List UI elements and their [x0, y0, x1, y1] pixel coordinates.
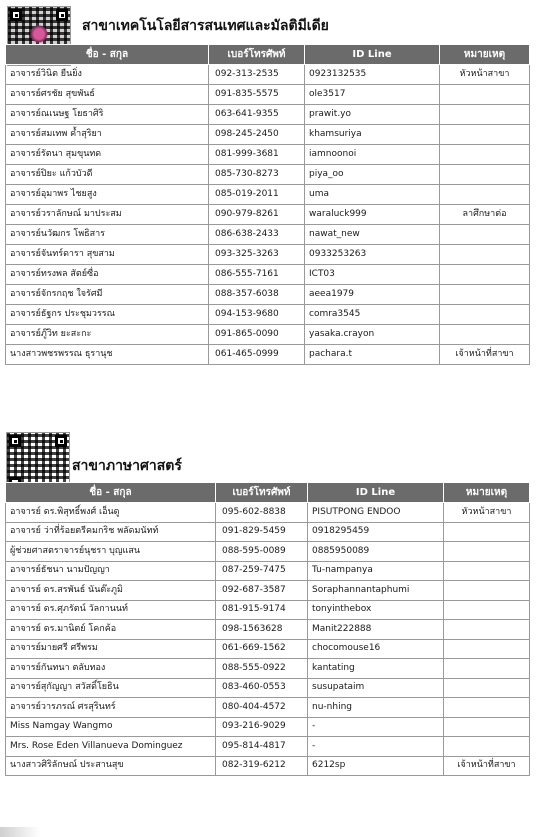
contact-note — [444, 620, 530, 640]
contact-name: อาจารย์วราลักษณ์ มาประสม — [6, 205, 209, 225]
contact-line-id: ole3517 — [305, 85, 440, 105]
contact-note — [440, 225, 530, 245]
contact-note — [440, 125, 530, 145]
contact-note — [440, 145, 530, 165]
contact-phone: 098-1563628 — [216, 620, 308, 640]
table-row — [6, 85, 530, 105]
table-row — [6, 145, 530, 165]
contact-name: อาจารย์นวัฒกร โพธิสาร — [6, 225, 209, 245]
contact-note — [440, 325, 530, 345]
table-row — [6, 620, 530, 640]
contact-name: ผู้ช่วยศาสตราจารย์นุชรา บุญแสน — [6, 542, 216, 562]
table-row — [6, 717, 530, 737]
contact-line-id: waraluck999 — [305, 205, 440, 225]
contact-phone: 090-979-8261 — [209, 205, 305, 225]
contact-name: อาจารย์ธัชนา นามปัญญา — [6, 561, 216, 581]
contact-note — [444, 717, 530, 737]
contact-line-id: iamnoonoi — [305, 145, 440, 165]
contact-line-id: khamsuriya — [305, 125, 440, 145]
contact-name: อาจารย์วินิต ยืนยิ่ง — [6, 65, 209, 85]
contact-phone: 080-404-4572 — [216, 698, 308, 718]
contact-line-id: ICT03 — [305, 265, 440, 285]
contact-name: อาจารย์ ดร.พิสุทธิ์พงศ์ เอ็นดู — [6, 503, 216, 523]
table-row — [6, 659, 530, 679]
table-row — [6, 245, 530, 265]
contact-line-id: Tu-nampanya — [308, 561, 444, 581]
contact-phone: 061-669-1562 — [216, 639, 308, 659]
contact-phone: 095-814-4817 — [216, 737, 308, 757]
header-note: หมายเหตุ — [440, 45, 530, 65]
contact-phone: 086-638-2433 — [209, 225, 305, 245]
table-row — [6, 185, 530, 205]
contact-note — [440, 285, 530, 305]
contact-name: อาจารย์กันทนา ตลับทอง — [6, 659, 216, 679]
contact-phone: 088-595-0089 — [216, 542, 308, 562]
contact-name: อาจารย์ทรงพล สัตย์ซื่อ — [6, 265, 209, 285]
table-row — [6, 600, 530, 620]
contact-phone: 088-357-6038 — [209, 285, 305, 305]
contact-note — [444, 522, 530, 542]
contact-name: อาจารย์ธัฐกร ประชุมวรรณ — [6, 305, 209, 325]
contact-line-id: Soraphannantaphumi — [308, 581, 444, 601]
table-row — [6, 737, 530, 757]
table-row — [6, 522, 530, 542]
contact-name: อาจารย์สุกัญญา สวัสดิ์โยธิน — [6, 678, 216, 698]
contact-name: อาจารย์ ดร.มานิตย์ โคกค้อ — [6, 620, 216, 640]
contact-note: เจ้าหน้าที่สาขา — [444, 756, 530, 776]
contact-phone: 081-915-9174 — [216, 600, 308, 620]
table-row — [6, 125, 530, 145]
table-row — [6, 678, 530, 698]
contact-phone: 088-555-0922 — [216, 659, 308, 679]
contact-line-id: 6212sp — [308, 756, 444, 776]
contact-note: หัวหน้าสาขา — [444, 503, 530, 523]
contact-note — [440, 165, 530, 185]
contact-phone: 091-835-5575 — [209, 85, 305, 105]
contact-phone: 081-999-3681 — [209, 145, 305, 165]
contact-phone: 085-730-8273 — [209, 165, 305, 185]
contact-line-id: prawit.yo — [305, 105, 440, 125]
contact-name: นางสาวพชรพรรณ ธุรานุช — [6, 345, 209, 365]
header-note: หมายเหตุ — [444, 483, 530, 503]
table-row — [6, 756, 530, 776]
table-row — [6, 165, 530, 185]
section-title: สาขาภาษาศาสตร์ — [72, 458, 182, 474]
contact-note — [444, 698, 530, 718]
contact-line-id: aeea1979 — [305, 285, 440, 305]
contact-note — [440, 265, 530, 285]
contact-note — [444, 639, 530, 659]
contact-line-id: 0933253263 — [305, 245, 440, 265]
table-row — [6, 325, 530, 345]
contact-note — [440, 185, 530, 205]
contact-name: อาจารย์จันทร์ดารา สุขสาม — [6, 245, 209, 265]
contact-note — [440, 305, 530, 325]
contact-name: อาจารย์ภู๊วิท ยะสะกะ — [6, 325, 209, 345]
table-row — [6, 345, 530, 365]
contact-name: อาจารย์ปิยะ แก้วบัวดี — [6, 165, 209, 185]
header-name: ชื่อ - สกุล — [6, 45, 209, 65]
contact-phone: 086-555-7161 — [209, 265, 305, 285]
contact-note — [444, 542, 530, 562]
header-phone: เบอร์โทรศัพท์ — [209, 45, 305, 65]
contact-line-id: yasaka.crayon — [305, 325, 440, 345]
contact-phone: 095-602-8838 — [216, 503, 308, 523]
contact-line-id: chocomouse16 — [308, 639, 444, 659]
contact-name: อาจารย์ ดร.สรพันธ์ นันต๊ะภูมิ — [6, 581, 216, 601]
header-name: ชื่อ - สกุล — [6, 483, 216, 503]
table-row — [6, 542, 530, 562]
contact-name: Mrs. Rose Eden Villanueva Dominguez — [6, 737, 216, 757]
contact-note — [444, 678, 530, 698]
table-row — [6, 225, 530, 245]
contact-line-id: 0918295459 — [308, 522, 444, 542]
contact-note — [444, 581, 530, 601]
contact-line-id: 0923132535 — [305, 65, 440, 85]
contact-line-id: susupataim — [308, 678, 444, 698]
contact-name: อาจารย์ศรชัย สุขพันธ์ — [6, 85, 209, 105]
contact-line-id: PISUTPONG ENDOO — [308, 503, 444, 523]
table-row — [6, 205, 530, 225]
contact-line-id: 0885950089 — [308, 542, 444, 562]
contact-name: อาจารย์อุมาพร ไชยสูง — [6, 185, 209, 205]
contact-phone: 094-153-9680 — [209, 305, 305, 325]
contact-table — [5, 482, 530, 776]
contact-note: หัวหน้าสาขา — [440, 65, 530, 85]
contact-phone: 091-829-5459 — [216, 522, 308, 542]
contact-phone: 092-313-2535 — [209, 65, 305, 85]
contact-phone: 092-687-3587 — [216, 581, 308, 601]
contact-line-id: nu-nhing — [308, 698, 444, 718]
contact-line-id: uma — [305, 185, 440, 205]
contact-name: อาจารย์ ดร.ศุภรัตน์ วัลกานนท์ — [6, 600, 216, 620]
contact-phone: 083-460-0553 — [216, 678, 308, 698]
table-row — [6, 639, 530, 659]
contact-phone: 082-319-6212 — [216, 756, 308, 776]
contact-phone: 085-019-2011 — [209, 185, 305, 205]
contact-note — [444, 659, 530, 679]
header-line-id: ID Line — [308, 483, 444, 503]
contact-note: ลาศึกษาต่อ — [440, 205, 530, 225]
table-row — [6, 105, 530, 125]
table-row — [6, 305, 530, 325]
contact-line-id: - — [308, 737, 444, 757]
contact-phone: 061-465-0999 — [209, 345, 305, 365]
contact-name: อาจารย์สมเทพ ค้ำสุริยา — [6, 125, 209, 145]
contact-phone: 098-245-2450 — [209, 125, 305, 145]
contact-name: นางสาวศิริลักษณ์ ประสานสุข — [6, 756, 216, 776]
contact-line-id: comra3545 — [305, 305, 440, 325]
contact-note — [444, 561, 530, 581]
table-row — [6, 265, 530, 285]
header-phone: เบอร์โทรศัพท์ — [216, 483, 308, 503]
table-row — [6, 285, 530, 305]
contact-name: อาจารย์รัตนา สุมขุนทด — [6, 145, 209, 165]
contact-phone: 091-865-0090 — [209, 325, 305, 345]
table-row — [6, 581, 530, 601]
contact-name: อาจารย์ณเนษฐ โยธาศิริ — [6, 105, 209, 125]
table-row — [6, 698, 530, 718]
table-row — [6, 65, 530, 85]
contact-phone: 093-216-9029 — [216, 717, 308, 737]
contact-name: Miss Namgay Wangmo — [6, 717, 216, 737]
contact-table — [5, 44, 530, 365]
contact-phone: 093-325-3263 — [209, 245, 305, 265]
contact-note — [444, 600, 530, 620]
page-corner-decoration — [0, 827, 40, 837]
contact-line-id: tonyinthebox — [308, 600, 444, 620]
contact-line-id: kantating — [308, 659, 444, 679]
table-row — [6, 503, 530, 523]
contact-note — [440, 105, 530, 125]
contact-name: อาจารย์วารภรณ์ ศรสุรินทร์ — [6, 698, 216, 718]
contact-note — [440, 85, 530, 105]
contact-line-id: pachara.t — [305, 345, 440, 365]
contact-line-id: - — [308, 717, 444, 737]
table-row — [6, 561, 530, 581]
contact-line-id: piya_oo — [305, 165, 440, 185]
contact-line-id: nawat_new — [305, 225, 440, 245]
contact-note — [440, 245, 530, 265]
contact-name: อาจารย์จักรกฤช ใจรัศมี — [6, 285, 209, 305]
header-line-id: ID Line — [305, 45, 440, 65]
contact-note: เจ้าหน้าที่สาขา — [440, 345, 530, 365]
contact-name: อาจารย์ ว่าที่ร้อยตรีคมกริช พลัดมนัทท์ — [6, 522, 216, 542]
contact-phone: 063-641-9355 — [209, 105, 305, 125]
contact-line-id: Manit222888 — [308, 620, 444, 640]
contact-name: อาจารย์มายศรี ศรีพรม — [6, 639, 216, 659]
contact-note — [444, 737, 530, 757]
contact-phone: 087-259-7475 — [216, 561, 308, 581]
section-title: สาขาเทคโนโลยีสารสนเทศและมัลติมีเดีย — [82, 18, 329, 34]
